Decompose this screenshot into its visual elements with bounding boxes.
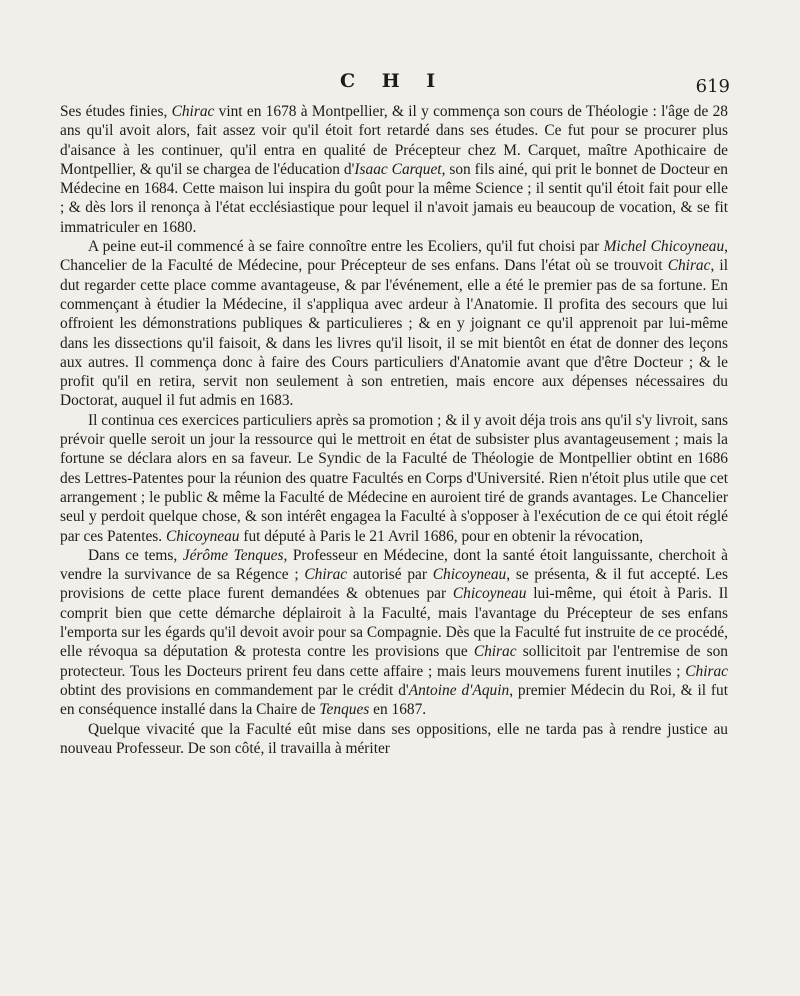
text-run: , Professeur en Médecine, dont la santé étoit languissante, cherchoit à vendre la survivance de sa Régence ; <box>60 546 728 584</box>
text-run: lui-même, qui étoit à Paris. Il comprit bien que cette démarche déplairoit à la Faculté, mais l'avantage du Précepteur de ses enfans l'emporta sur les égards qu'il devoit avoir pour sa Compagnie. Dès que la Faculté fut instruite de ce procédé, elle révoqua sa députation & protesta contre les provisions que <box>60 585 729 661</box>
italic-name: Chicoyneau <box>165 527 240 545</box>
text-run: Ses études finies, <box>60 103 172 120</box>
italic-name: Chirac <box>685 662 728 680</box>
italic-name: Chicoyneau <box>452 585 527 603</box>
text-run: , il dut regarder cette place comme avantageuse, & par l'événement, elle a été le premier pas de sa fortune. En commençant à étudier la Médecine, il s'appliqua avec ardeur à l'Anatomie. Il profita des secours que lui offroient les démonstrations publiques & particulieres ; & en y joignant ce qu'il apprenoit par lui-même dans les dissections qu'il faisoit, & dans les livres qu'il lisoit, il se mit bientôt en état de donner des leçons aux autres. Il commença donc à faire des Cours particuliers d'Anatomie avant que d'être Docteur ; & le profit qu'il en retira, servit non seulement à son entretien, mais encore aux dépenses nécessaires du Doctorat, auquel il fut admis en 1683. <box>60 257 728 410</box>
text-run: , Chancelier de la Faculté de Médecine, pour Précepteur de ses enfans. Dans l'état où se trouvoit <box>60 238 728 275</box>
page-number: 619 <box>695 76 730 97</box>
paragraph <box>60 720 728 759</box>
text-run: , se présenta, & il fut accepté. Les provisions de cette place furent demandées & obtenues par <box>60 566 728 603</box>
text-run: sollicitoit par l'entremise de son protecteur. Tous les Docteurs prirent feu dans cette affaire ; mais leurs mouvemens furent inutiles ; <box>60 643 728 680</box>
paragraph <box>60 237 728 411</box>
italic-name: Jérôme Tenques <box>182 546 284 564</box>
italic-name: Michel Chicoyneau <box>603 238 725 256</box>
text-run: obtint des provisions en commandement par le crédit d' <box>60 681 409 699</box>
text-run: vint en 1678 à Montpellier, & il y commença son cours de Théologie : l'âge de 28 ans qu'il avoit alors, fait assez voir qu'il étoit fort retardé dans ses études. Ce fut pour se procurer plus d'aisance à les continuer, qu'il entra en qualité de Précepteur chez M. Carquet, maître Apothicaire de Montpellier, & qu'il se chargea de l'éducation d' <box>60 103 728 178</box>
italic-name: Isaac Carquet <box>354 160 442 178</box>
italic-name: Chirac <box>171 103 215 120</box>
page-header <box>0 66 800 96</box>
italic-name: Chirac <box>304 566 348 584</box>
body-text <box>60 102 728 758</box>
text-run: Quelque vivacité que la Faculté eût mise dans ses oppositions, elle ne tarda pas à rendre justice au nouveau Professeur. De son côté, il travailla à mériter <box>60 720 728 757</box>
paragraph <box>60 546 728 720</box>
running-head: C H I <box>340 70 446 92</box>
text-run: , premier Médecin du Roi, & il fut en conséquence installé dans la Chaire de <box>60 681 729 719</box>
italic-name: Chirac <box>667 257 711 275</box>
italic-name: Antoine d'Aquin <box>408 681 510 699</box>
italic-name: Chirac <box>473 643 517 661</box>
italic-name: Chicoyneau <box>432 566 507 584</box>
text-run: , son fils ainé, qui prit le bonnet de Docteur en Médecine en 1684. Cette maison lui inspira du goût pour la même Science ; il sentit qu'il étoit fait pour elle ; & dès lors il renonça à l'état ecclésiastique pour lequel il n'avoit jamais eu beaucoup de vocation, & se fit immatriculer en 1680. <box>60 160 728 236</box>
paragraph <box>60 102 728 237</box>
text-run: Il continua ces exercices particuliers après sa promotion ; & il y avoit déja trois ans qu'il s'y livroit, sans prévoir quelle seroit un jour la ressource qui le mettroit en état de subsister plus avantageusement ; mais la fortune se déclara alors en sa faveur. Le Syndic de la Faculté de Théologie de Montpellier obtint en 1686 des Lettres-Patentes pour la réunion des quatre Facultés en Corps d'Université. Rien n'étoit plus utile que cet arrangement ; le public & même la Faculté de Médecine en auroient tiré de grands avantages. Le Chancelier seul y perdoit quelque chose, & son intérêt engagea la Faculté à s'opposer à l'exécution de ce qui étoit réglé par ces Patentes. <box>60 411 728 545</box>
text-run: fut député à Paris le 21 Avril 1686, pour en obtenir la révocation, <box>239 527 644 545</box>
italic-name: Tenques <box>319 701 370 719</box>
text-run: Dans ce tems, <box>88 546 183 564</box>
paragraph <box>60 411 728 546</box>
text-run: A peine eut-il commencé à se faire connoître entre les Ecoliers, qu'il fut choisi par <box>88 238 604 256</box>
text-run: en 1687. <box>369 701 427 719</box>
text-run: autorisé par <box>347 566 433 584</box>
